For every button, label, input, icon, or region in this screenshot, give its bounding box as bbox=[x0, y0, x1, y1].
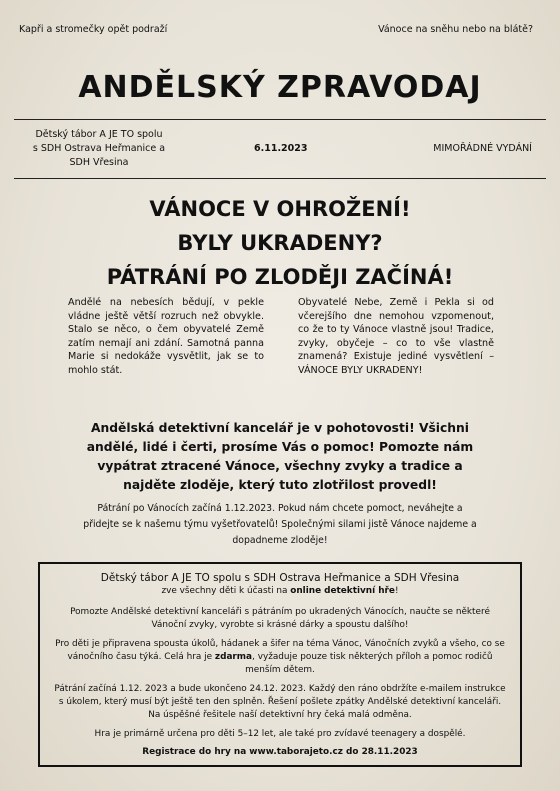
article-column-left: Andělé na nebesích bědují, v pekle vládne ještě větší rozruch než obvykle. Stalo se něco, o čem obyvatelé Země zatím nemají ani zdání. Samotná panna Marie si nedokáže vysvětlit, jak se to mohlo stát. bbox=[68, 297, 264, 376]
invite-text: zve všechny děti k účasti na bbox=[161, 586, 291, 596]
organizer-line: SDH Vřesina bbox=[69, 157, 129, 168]
box-invite bbox=[54, 585, 506, 598]
box-paragraph bbox=[54, 638, 506, 677]
game-invitation-box bbox=[38, 562, 522, 767]
headline-line: BYLY UKRADENY? bbox=[177, 231, 383, 255]
appeal-paragraph: Andělská detektivní kancelář je v pohotovosti! Všichni andělé, lidé i čerti, prosíme Vás o pomoc! Pomozte nám vypátrat ztracené Vánoce, všechny zvyky a tradice a najděte zloděje, který tuto zlotřilost provedl! bbox=[86, 421, 474, 492]
registration-note: Registrace do hry na www.taborajeto.cz do 28.11.2023 bbox=[142, 747, 418, 757]
headline-line: PÁTRÁNÍ PO ZLODĚJI ZAČÍNÁ! bbox=[106, 265, 454, 289]
teaser-right: Vánoce na sněhu nebo na blátě? bbox=[378, 24, 533, 35]
box-paragraph: Hra je primárně určena pro děti 5–12 let, ale také pro zvídavé teenagery a dospělé. bbox=[94, 729, 466, 739]
box-paragraph: Pomozte Andělské detektivní kanceláři s pátráním po ukradených Vánocích, naučte se některé Vánoční zvyky, vyrobte si krásné dárky a spoustu dalšího! bbox=[70, 607, 490, 630]
p2-text-end: , vyžaduje pouze tisk některých příloh a pomoc rodičů menším dětem. bbox=[245, 652, 493, 675]
top-divider bbox=[14, 119, 546, 120]
invite-text-end: ! bbox=[394, 586, 399, 596]
main-headline bbox=[0, 192, 560, 294]
free-highlight: zdarma bbox=[214, 652, 253, 662]
headline-line: VÁNOCE V OHROŽENÍ! bbox=[149, 197, 411, 221]
issue-date: 6.11.2023 bbox=[254, 143, 308, 154]
edition-label: MIMOŘÁDNÉ VYDÁNÍ bbox=[433, 143, 532, 154]
masthead-title: ANDĚLSKÝ ZPRAVODAJ bbox=[78, 70, 482, 105]
box-title: Dětský tábor A JE TO spolu s SDH Ostrava Heřmanice a SDH Vřesina bbox=[100, 572, 460, 584]
article-column-right: Obyvatelé Nebe, Země i Pekla si od včerejšího dne nemohou vzpomenout, co že to ty Vánoce vlastně jsou! Tradice, zvyky, obyčeje – co to vše vlastně znamená? Existuje jediné vysvětlení – VÁNOCE BYLY UKRADENY! bbox=[298, 297, 494, 376]
bottom-divider bbox=[14, 178, 546, 179]
teaser-left: Kapři a stromečky opět podraží bbox=[19, 24, 168, 35]
search-paragraph: Pátrání po Vánocích začíná 1.12.2023. Pokud nám chcete pomoct, neváhejte a přidejte se k našemu týmu vyšetřovatelů! Společnými silami jistě Vánoce najdeme a dopadneme zloděje! bbox=[83, 503, 477, 546]
invite-highlight: online detektivní hře bbox=[290, 586, 395, 596]
organizer bbox=[14, 128, 184, 170]
p2-text: Pro děti je připravena spousta úkolů, hádanek a šifer na téma Vánoc, Vánočních zvyků a všeho, co se vánočního času týká. Celá hra je bbox=[55, 639, 505, 662]
issue-infobar bbox=[14, 128, 546, 172]
organizer-line: Dětský tábor A JE TO spolu bbox=[35, 129, 163, 140]
organizer-line: s SDH Ostrava Heřmanice a bbox=[32, 143, 166, 154]
box-paragraph: Pátrání začíná 1.12. 2023 a bude ukončeno 24.12. 2023. Každý den ráno obdržíte e-mailem instrukce s úkolem, který musí být ještě ten den splněn. Řešení pošlete zpátky Andělské detektivní kanceláři. Na úspěšné řešitele naší detektivní hry čeká malá odměna. bbox=[54, 684, 506, 720]
